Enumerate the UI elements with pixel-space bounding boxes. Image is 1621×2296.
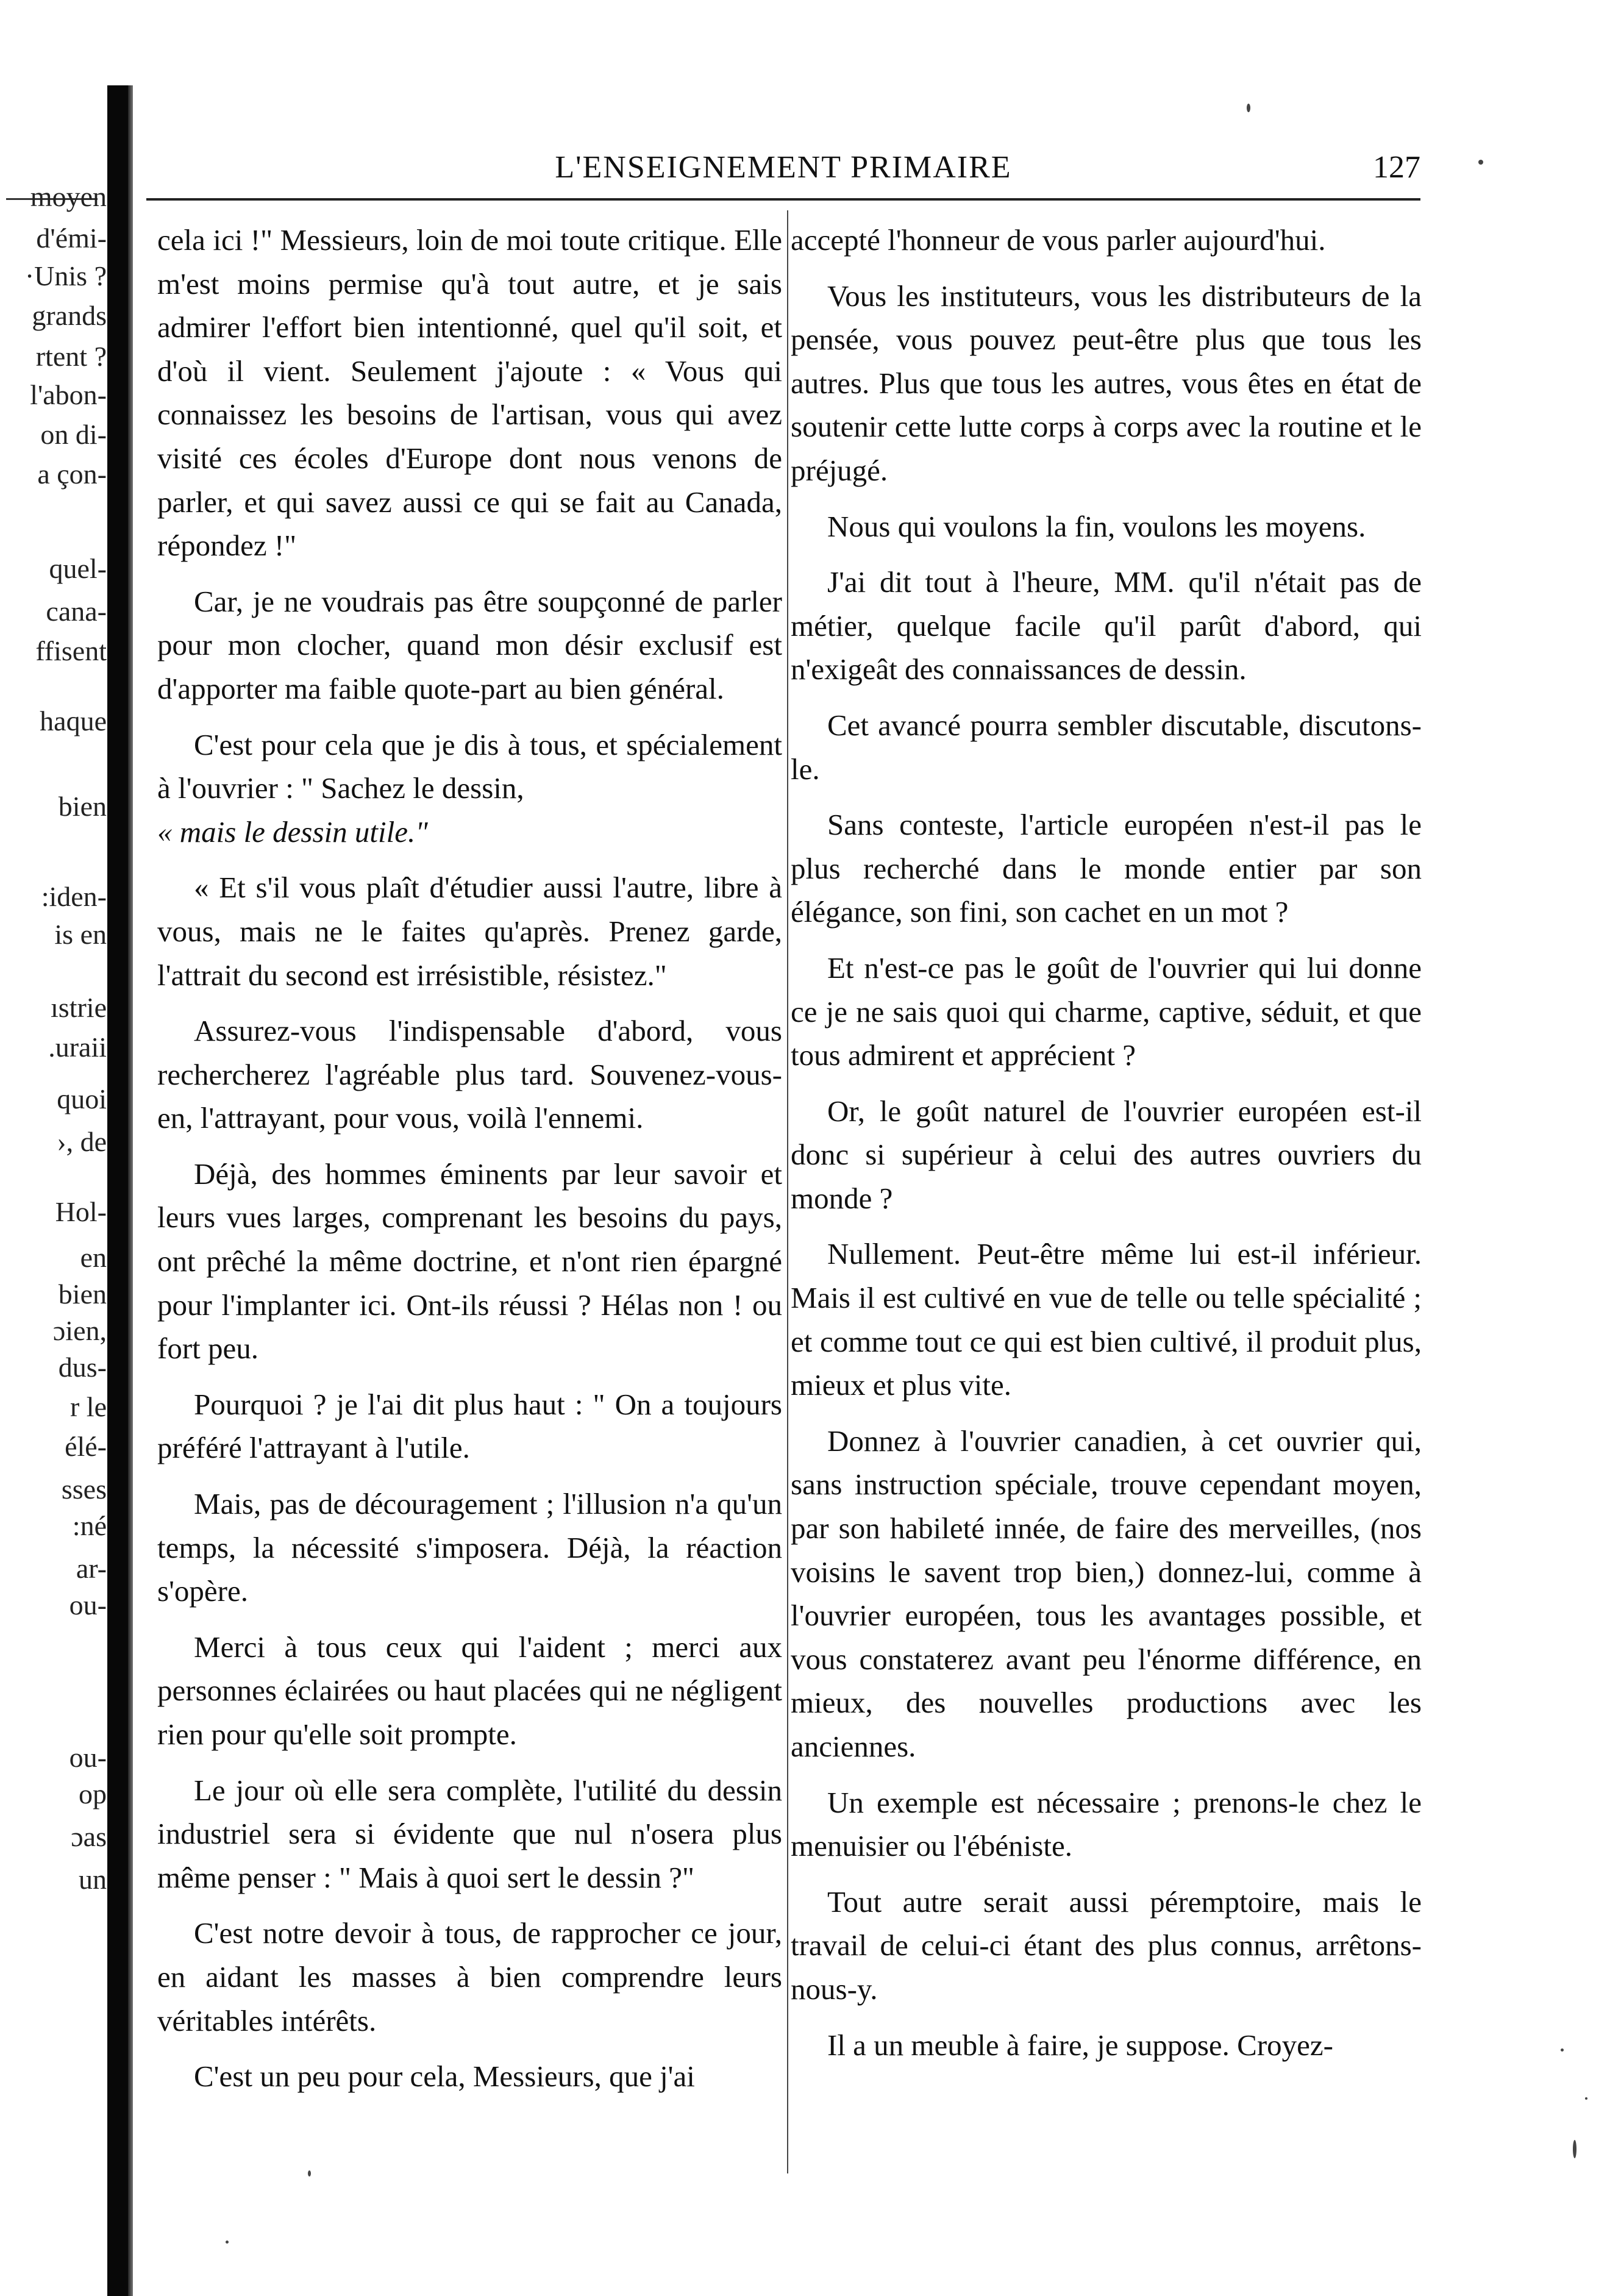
paragraph-text: Un exemple est nécessaire ; prenons-le chez le menuisier ou l'ébéniste. (791, 1785, 1422, 1863)
margin-fragment: ›, de (57, 1126, 107, 1157)
margin-fragment: d'émi- (36, 223, 107, 254)
paragraph-text: Et n'est-ce pas le goût de l'ouvrier qui lui donne ce je ne sais quoi qui charme, captive, séduit, et que tous admirent et apprécient ? (791, 950, 1422, 1072)
paragraph (157, 1482, 782, 1613)
margin-fragment: haque (40, 705, 107, 736)
paragraph (157, 1152, 782, 1371)
paragraph-text: Donnez à l'ouvrier canadien, à cet ouvrier qui, sans instruction spéciale, trouve cependant moyen, par son habileté innée, de faire des merveilles, (nos voisins le savent trop bien,) donnez-lui, comme à l'ouvrier européen, tous les avantages possible, et vous constaterez avant peu l'énorme différence, en mieux, des nouvelles productions avec les anciennes. (791, 1424, 1422, 1763)
paragraph (791, 1880, 1422, 2011)
margin-fragment: quoi (57, 1083, 107, 1114)
paragraph (791, 560, 1422, 691)
paragraph (791, 274, 1422, 493)
paragraph (791, 1781, 1422, 1868)
margin-fragment: sses (61, 1474, 107, 1505)
paragraph (791, 2023, 1422, 2067)
paragraph-text: Assurez-vous l'indispensable d'abord, vous rechercherez l'agréable plus tard. Souvenez-vous-en, l'attrayant, pour vous, voilà l'ennemi. (157, 1014, 782, 1135)
paragraph (791, 1089, 1422, 1221)
paragraph-text: Nous qui voulons la fin, voulons les moyens. (827, 509, 1366, 543)
paragraph-text: Cet avancé pourra sembler discutable, discutons-le. (791, 708, 1422, 786)
margin-fragment: Hol- (55, 1196, 107, 1227)
paragraph-text: Déjà, des hommes éminents par leur savoir et leurs vues larges, comprenant les besoins du pays, ont prêché la même doctrine, et n'ont rien épargné pour l'implanter ici. Ont-ils réussi ? Hélas non ! ou fort peu. (157, 1157, 782, 1366)
margin-fragment: :né (72, 1510, 107, 1541)
margin-fragment: .uraii (48, 1032, 107, 1063)
page-header (146, 149, 1420, 192)
previous-page-fragments (0, 183, 107, 2134)
paragraph (791, 803, 1422, 934)
paragraph-text: C'est notre devoir à tous, de rapprocher ce jour, en aidant les masses à bien comprendre leurs véritables intérêts. (157, 1916, 782, 2038)
page-number: 127 (1373, 150, 1420, 185)
margin-fragment: un (79, 1864, 107, 1895)
margin-fragment: a çon- (37, 458, 107, 490)
paragraph (791, 946, 1422, 1077)
paragraph (157, 218, 782, 568)
margin-fragment: ou- (69, 1742, 107, 1773)
paragraph (157, 866, 782, 997)
paragraph (157, 1009, 782, 1140)
paragraph-text: Pourquoi ? je l'ai dit plus haut : " On a toujours préféré l'attrayant à l'utile. (157, 1387, 782, 1465)
margin-fragment: ıstrie (51, 992, 107, 1023)
binding-edge (128, 85, 133, 2296)
header-rule (146, 198, 1420, 201)
paragraph-text: accepté l'honneur de vous parler aujourd'hui. (791, 223, 1326, 257)
paragraph-text: Il a un meuble à faire, je suppose. Croyez- (827, 2028, 1333, 2062)
paragraph-text: Or, le goût naturel de l'ouvrier européen est-il donc si supérieur à celui des autres ouvriers du monde ? (791, 1094, 1422, 1215)
paragraph (791, 1232, 1422, 1406)
paragraph-text: Vous les instituteurs, vous les distributeurs de la pensée, vous pouvez peut-être plus que tous les autres. Plus que tous les autres, vous êtes en état de soutenir cette lutte corps à corps avec la routine et le préjugé. (791, 279, 1422, 487)
paragraph-text: Car, je ne voudrais pas être soupçonné de parler pour mon clocher, quand mon désir exclusif est d'apporter ma faible quote-part au bien général. (157, 584, 782, 705)
margin-fragment: ou- (69, 1589, 107, 1620)
margin-fragment: dus- (58, 1352, 107, 1383)
margin-fragment: quel- (49, 553, 107, 584)
margin-fragment: :iden- (41, 881, 107, 912)
right-column (791, 218, 1422, 2079)
paragraph (791, 505, 1422, 549)
paragraph (157, 2055, 782, 2098)
paragraph (157, 1383, 782, 1470)
paragraph (157, 1769, 782, 1900)
paragraph (791, 704, 1422, 791)
margin-fragment: élé- (65, 1431, 107, 1462)
margin-fragment: en (80, 1242, 107, 1273)
running-title: L'ENSEIGNEMENT PRIMAIRE (555, 150, 1012, 185)
column-divider (787, 210, 788, 2173)
paragraph (157, 580, 782, 711)
margin-fragment: rtent ? (35, 341, 107, 372)
binding-shadow (107, 85, 130, 2296)
paragraph-text: Mais, pas de découragement ; l'illusion n'a qu'un temps, la nécessité s'imposera. Déjà, la réaction s'opère. (157, 1487, 782, 1608)
paragraph (157, 1911, 782, 2042)
paragraph-text: Tout autre serait aussi péremptoire, mais le travail de celui-ci étant des plus connus, arrêtons-nous-y. (791, 1884, 1422, 2006)
paragraph-text: Le jour où elle sera complète, l'utilité du dessin industriel sera si évidente que nul n'osera plus même penser : " Mais à quoi sert le dessin ?" (157, 1773, 782, 1894)
margin-fragment: ɔas (71, 1821, 107, 1852)
margin-fragment: ·Unis ? (24, 260, 107, 291)
margin-fragment: bien (58, 791, 107, 822)
margin-fragment: ɔien, (52, 1315, 107, 1346)
paragraph-text: « Et s'il vous plaît d'étudier aussi l'autre, libre à vous, mais ne le faites qu'après. Prenez garde, l'attrait du second est irrésistible, résistez." (157, 871, 782, 992)
margin-fragment: ar- (76, 1553, 107, 1584)
left-column (157, 218, 782, 2111)
margin-fragment: r le (69, 1391, 107, 1422)
paragraph-text: cela ici !" Messieurs, loin de moi toute critique. Elle m'est moins permise qu'à tout autre, et je sais admirer l'effort bien intentionné, quel qu'il soit, et d'où il vient. Seulement j'ajoute : « Vous qui connaissez les besoins de l'artisan, vous qui avez visité ces écoles d'Europe dont nous venons de parler, et qui savez aussi ce qui se fait au Canada, répondez !" (157, 223, 782, 563)
paragraph-text: Merci à tous ceux qui l'aident ; merci aux personnes éclairées ou haut placées qui ne négligent rien pour qu'elle soit prompte. (157, 1630, 782, 1751)
margin-fragment: op (79, 1778, 107, 1809)
margin-fragment: on di- (40, 419, 107, 450)
margin-fragment: is en (54, 919, 107, 950)
paragraph (791, 1419, 1422, 1769)
margin-fragment: l'abon- (30, 379, 107, 410)
margin-fragment: cana- (46, 596, 107, 627)
margin-fragment: moyen (30, 181, 107, 212)
paragraph-text: C'est pour cela que je dis à tous, et spécialement à l'ouvrier : " Sachez le dessin, (157, 727, 782, 805)
italic-emphasis: « mais le dessin utile." (157, 815, 428, 849)
paragraph-text: C'est un peu pour cela, Messieurs, que j'ai (194, 2059, 695, 2094)
paragraph (157, 723, 782, 854)
margin-fragment: ffisent (35, 635, 107, 666)
paragraph-text: Sans conteste, l'article européen n'est-il pas le plus recherché dans le monde entier par son élégance, son fini, son cachet en un mot ? (791, 808, 1422, 929)
margin-fragment: bien (58, 1278, 107, 1310)
paragraph (157, 1625, 782, 1756)
margin-fragment: grands (32, 300, 107, 331)
paragraph-text: Nullement. Peut-être même lui est-il inférieur. Mais il est cultivé en vue de telle ou telle spécialité ; et comme tout ce qui est bien cultivé, il produit plus, mieux et plus vite. (791, 1237, 1422, 1402)
paragraph (791, 218, 1422, 262)
paragraph-text: J'ai dit tout à l'heure, MM. qu'il n'était pas de métier, quelque facile qu'il parût d'abord, qui n'exigeât des connaissances de dessin. (791, 565, 1422, 686)
